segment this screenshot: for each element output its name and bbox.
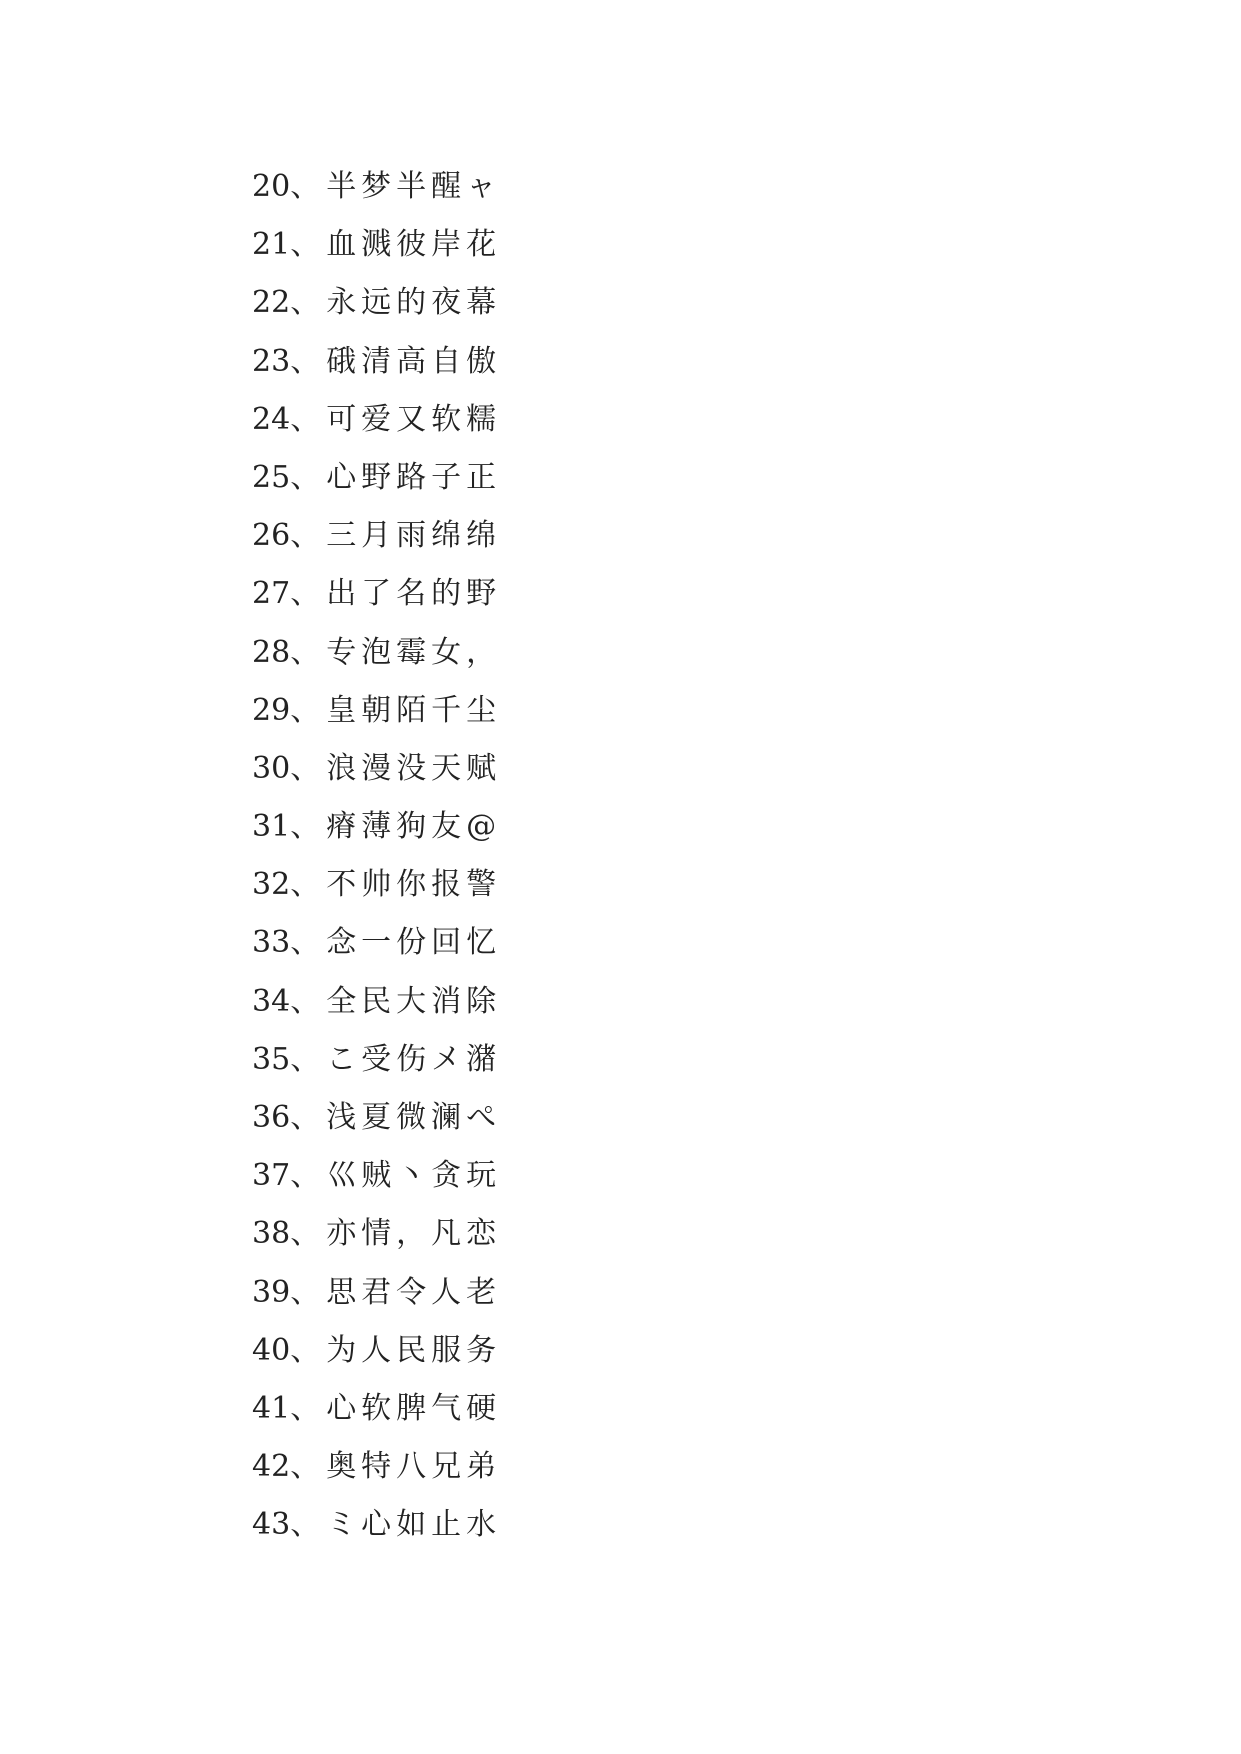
item-text: 心软脾气硬 — [326, 1390, 502, 1426]
item-text: 专泡霉女， — [326, 634, 502, 670]
item-number: 39 — [252, 1274, 291, 1310]
list-item — [252, 449, 501, 507]
item-separator: 、 — [290, 401, 323, 437]
item-text: 思君令人老 — [326, 1274, 502, 1310]
item-text: 念一份回忆 — [326, 925, 502, 961]
list-item — [252, 624, 501, 682]
item-separator: 、 — [290, 692, 323, 728]
item-separator: 、 — [290, 459, 323, 495]
item-number: 24 — [252, 401, 291, 437]
item-separator: 、 — [290, 1507, 323, 1543]
item-number: 20 — [252, 169, 291, 204]
item-number: 32 — [252, 867, 291, 903]
list-item — [252, 1031, 501, 1089]
item-number: 26 — [252, 518, 291, 554]
item-text: ミ心如止水 — [326, 1507, 502, 1543]
item-number: 23 — [252, 343, 291, 379]
item-separator: 、 — [290, 925, 323, 961]
list-item — [252, 682, 501, 740]
item-text: 血溅彼岸花 — [326, 227, 502, 263]
list-item — [252, 973, 501, 1031]
item-text: 巛贼丶贪玩 — [326, 1158, 502, 1194]
item-separator: 、 — [290, 1100, 323, 1135]
item-number: 35 — [252, 1041, 291, 1077]
item-separator: 、 — [290, 1041, 323, 1077]
list-item — [252, 391, 501, 449]
item-separator: 、 — [290, 1390, 323, 1426]
list-item — [252, 274, 501, 332]
item-separator: 、 — [290, 169, 323, 204]
item-number: 22 — [252, 285, 291, 321]
item-separator: 、 — [290, 634, 323, 670]
item-text: 半梦半醒ャ — [326, 169, 502, 204]
name-list — [252, 158, 501, 1555]
item-text: 可爱又软糯 — [326, 401, 502, 437]
item-text: 出了名的野 — [326, 576, 502, 612]
item-text: こ受伤メ潴 — [326, 1041, 502, 1077]
list-item — [252, 856, 501, 914]
item-text: 浅夏微澜ぺ — [326, 1100, 502, 1135]
list-item — [252, 740, 501, 798]
item-number: 36 — [252, 1100, 291, 1135]
item-text: 全民大消除 — [326, 983, 502, 1019]
item-separator: 、 — [290, 983, 323, 1019]
list-item — [252, 1438, 501, 1496]
list-item — [252, 1147, 501, 1205]
list-item — [252, 1322, 501, 1380]
item-number: 31 — [252, 809, 291, 845]
item-separator: 、 — [290, 1449, 323, 1485]
item-separator: 、 — [290, 809, 323, 845]
list-item — [252, 914, 501, 972]
item-text: 硪清高自傲 — [326, 343, 502, 379]
list-item — [252, 507, 501, 565]
item-text: 浪漫没天赋 — [326, 750, 502, 786]
list-item — [252, 216, 501, 274]
item-text: 奥特八兄弟 — [326, 1449, 502, 1485]
item-separator: 、 — [290, 867, 323, 903]
list-item — [252, 1264, 501, 1322]
item-number: 41 — [252, 1390, 291, 1426]
list-item — [252, 1089, 501, 1147]
item-number: 37 — [252, 1158, 291, 1194]
list-item — [252, 565, 501, 623]
item-number: 28 — [252, 634, 291, 670]
item-number: 34 — [252, 983, 291, 1019]
list-item — [252, 1496, 501, 1554]
item-number: 30 — [252, 750, 291, 786]
item-number: 43 — [252, 1507, 291, 1543]
item-separator: 、 — [290, 285, 323, 321]
item-separator: 、 — [290, 750, 323, 786]
list-item — [252, 798, 501, 856]
item-number: 40 — [252, 1332, 291, 1368]
item-separator: 、 — [290, 227, 323, 263]
item-number: 27 — [252, 576, 291, 612]
item-number: 38 — [252, 1216, 291, 1252]
item-text: 为人民服务 — [326, 1332, 502, 1368]
list-item — [252, 1380, 501, 1438]
item-number: 33 — [252, 925, 291, 961]
item-number: 42 — [252, 1449, 291, 1485]
item-text: 不帅你报警 — [326, 867, 502, 903]
item-text: 瘠薄狗友@ — [326, 809, 502, 845]
item-separator: 、 — [290, 518, 323, 554]
item-separator: 、 — [290, 343, 323, 379]
item-separator: 、 — [290, 1158, 323, 1194]
list-item — [252, 333, 501, 391]
item-number: 29 — [252, 692, 291, 728]
item-text: 皇朝陌千尘 — [326, 692, 502, 728]
item-number: 25 — [252, 459, 291, 495]
item-number: 21 — [252, 227, 291, 263]
item-text: 心野路子正 — [326, 459, 502, 495]
item-separator: 、 — [290, 1216, 323, 1252]
item-text: 永远的夜幕 — [326, 285, 502, 321]
list-item — [252, 1205, 501, 1263]
item-separator: 、 — [290, 1274, 323, 1310]
list-item — [252, 158, 501, 216]
item-separator: 、 — [290, 576, 323, 612]
item-text: 亦情，凡恋 — [326, 1216, 502, 1252]
item-separator: 、 — [290, 1332, 323, 1368]
item-text: 三月雨绵绵 — [326, 518, 502, 554]
